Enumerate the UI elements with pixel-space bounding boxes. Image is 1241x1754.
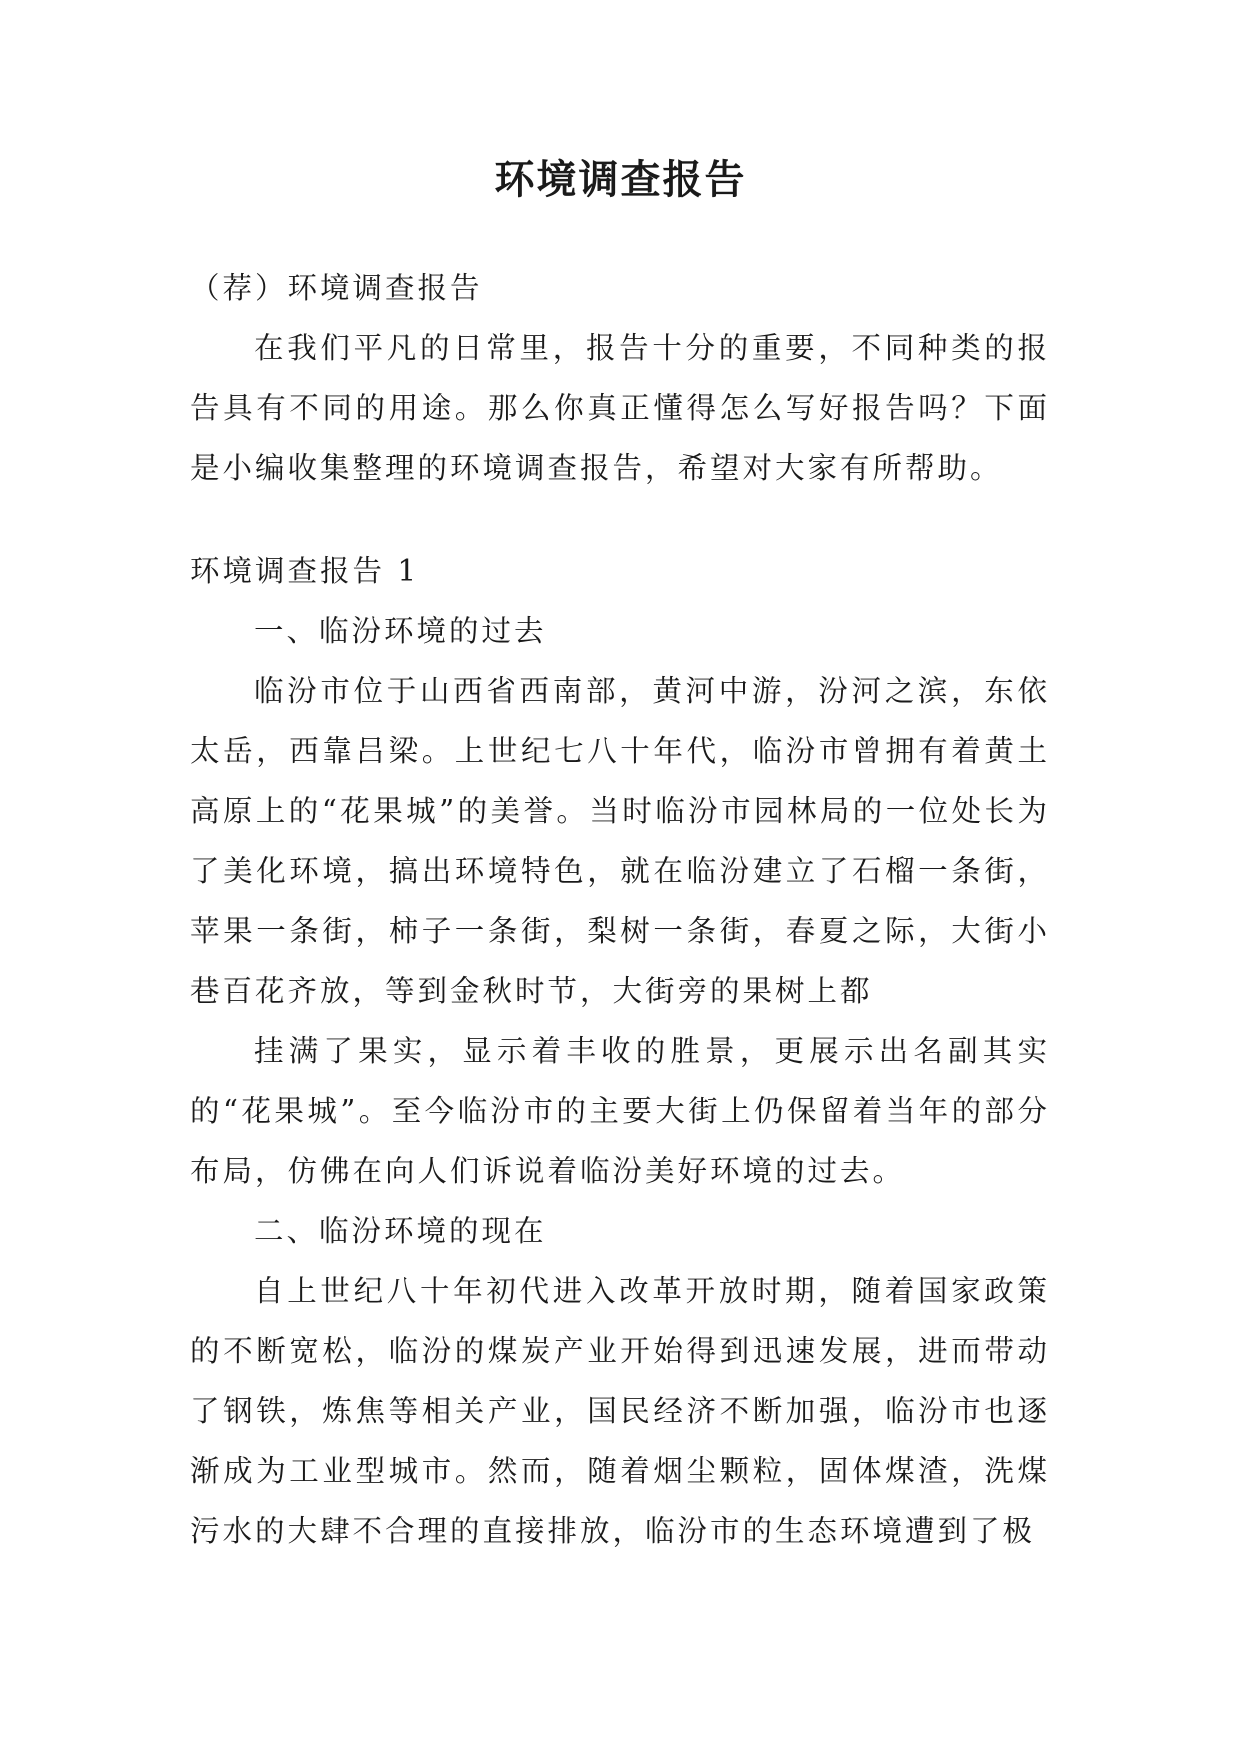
section-gap: [190, 498, 1050, 541]
heading-past: 一、临汾环境的过去: [254, 614, 547, 648]
document-body: [190, 258, 1050, 1561]
section-heading: 环境调查报告 1: [190, 554, 420, 588]
document-title: 环境调查报告: [494, 157, 747, 203]
paragraph-past-1: 临汾市位于山西省西南部，黄河中游，汾河之滨，东依太岳，西靠吕梁。上世纪七八十年代，临汾市曾拥有着黄土高原上的“花果城”的美誉。当时临汾市园林局的一位处长为了美化环境，搞出环境特色，就在临汾建立了石榴一条街，苹果一条街，柿子一条街，梨树一条街，春夏之际，大街小巷百花齐放，等到金秋时节，大街旁的果树上都: [190, 674, 1050, 1008]
subtitle-line: （荐）环境调查报告: [190, 271, 483, 305]
paragraph-past-2: 挂满了果实，显示着丰收的胜景，更展示出名副其实的“花果城”。至今临汾市的主要大街上仍保留着当年的部分布局，仿佛在向人们诉说着临汾美好环境的过去。: [190, 1034, 1050, 1188]
paragraph-present-1: 自上世纪八十年初代进入改革开放时期，随着国家政策的不断宽松，临汾的煤炭产业开始得到迅速发展，进而带动了钢铁，炼焦等相关产业，国民经济不断加强，临汾市也逐渐成为工业型城市。然而，随着烟尘颗粒，固体煤渣，洗煤污水的大肆不合理的直接排放，临汾市的生态环境遭到了极: [190, 1274, 1050, 1548]
heading-present: 二、临汾环境的现在: [254, 1214, 547, 1248]
intro-paragraph: 在我们平凡的日常里，报告十分的重要，不同种类的报告具有不同的用途。那么你真正懂得怎么写好报告吗？下面是小编收集整理的环境调查报告，希望对大家有所帮助。: [190, 331, 1050, 485]
